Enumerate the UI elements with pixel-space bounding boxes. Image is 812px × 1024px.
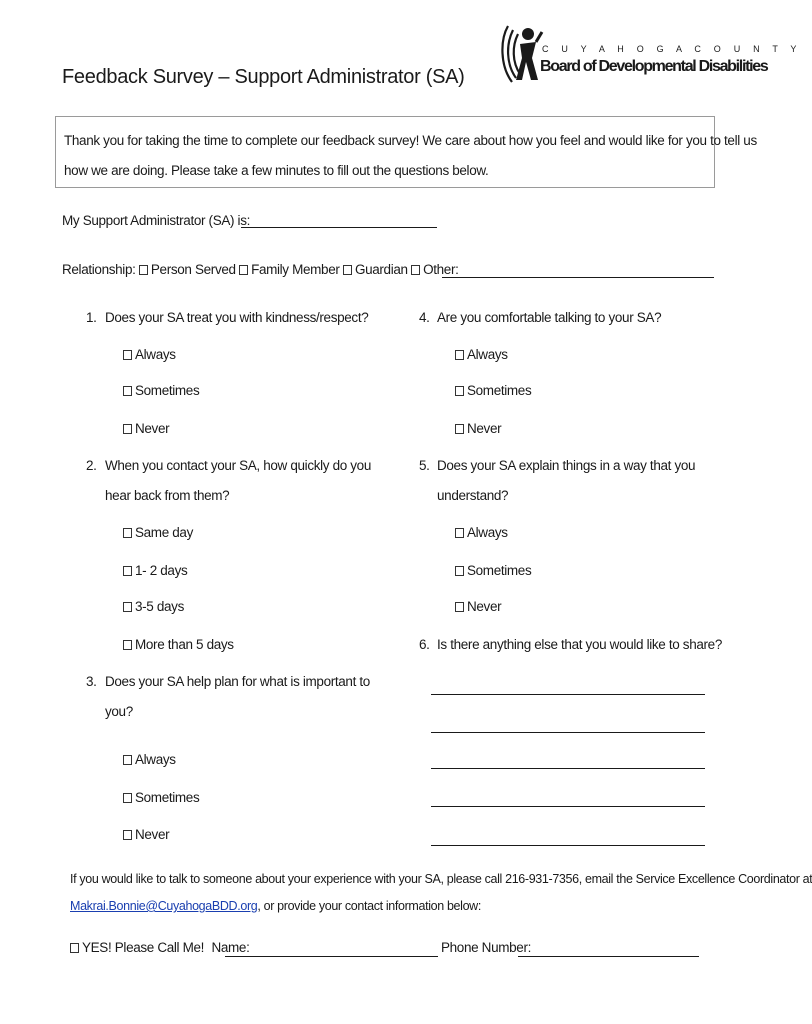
q3-option-never[interactable]: Never	[123, 827, 169, 842]
checkbox-other[interactable]	[411, 265, 420, 275]
contact-line-1: If you would like to talk to someone about your experience with your SA, please call 216-931-7356, email the Service Excellence Coordinator at	[70, 872, 812, 886]
name-input-line[interactable]	[225, 956, 438, 957]
checkbox-guardian[interactable]	[343, 265, 352, 275]
question-2-text: When you contact your SA, how quickly do you hear back from them?	[105, 458, 371, 503]
checkbox[interactable]	[123, 386, 132, 396]
q2-option-more-than-5-days[interactable]: More than 5 days	[123, 637, 234, 652]
checkbox[interactable]	[455, 528, 464, 538]
logo-county-text: C U Y A H O G A C O U N T Y	[542, 44, 802, 54]
q2-option-same-day[interactable]: Same day	[123, 525, 193, 540]
relationship-label: Relationship:	[62, 262, 136, 277]
checkbox[interactable]	[455, 566, 464, 576]
call-me-label: YES! Please Call Me!	[82, 940, 205, 955]
checkbox[interactable]	[455, 386, 464, 396]
option-family-member: Family Member	[251, 262, 340, 277]
question-number: 2.	[86, 458, 97, 473]
phone-input-line[interactable]	[518, 956, 699, 957]
checkbox[interactable]	[455, 424, 464, 434]
q6-answer-line-3[interactable]	[431, 768, 705, 769]
question-4-text: Are you comfortable talking to your SA?	[437, 310, 662, 325]
option-other: Other:	[423, 262, 459, 277]
q5-option-always[interactable]: Always	[455, 525, 508, 540]
option-person-served: Person Served	[150, 262, 236, 277]
sa-name-input-line[interactable]	[241, 227, 437, 228]
other-relationship-input-line[interactable]	[442, 277, 714, 278]
contact-info	[70, 866, 812, 920]
q4-option-never[interactable]: Never	[455, 421, 501, 436]
q5-option-never[interactable]: Never	[455, 599, 501, 614]
checkbox[interactable]	[123, 640, 132, 650]
contact-line-2: Makrai.Bonnie@CuyahogaBDD.org, or provide your contact information below:	[70, 899, 481, 913]
question-5-text: Does your SA explain things in a way that you understand?	[437, 458, 696, 503]
checkbox[interactable]	[123, 793, 132, 803]
q3-option-sometimes[interactable]: Sometimes	[123, 790, 199, 805]
q6-answer-line-4[interactable]	[431, 806, 705, 807]
checkbox-person-served[interactable]	[139, 265, 148, 275]
q3-option-always[interactable]: Always	[123, 752, 176, 767]
page-title: Feedback Survey – Support Administrator (SA)	[62, 66, 465, 88]
q2-option-1-2-days[interactable]: 1- 2 days	[123, 563, 187, 578]
checkbox[interactable]	[455, 350, 464, 360]
question-1-text: Does your SA treat you with kindness/respect?	[105, 310, 369, 325]
question-number: 5.	[419, 458, 430, 473]
checkbox[interactable]	[123, 566, 132, 576]
intro-line-2: how we are doing. Please take a few minutes to fill out the questions below.	[64, 163, 489, 178]
q6-answer-line-2[interactable]	[431, 732, 705, 733]
q6-answer-line-1[interactable]	[431, 694, 705, 695]
q4-option-sometimes[interactable]: Sometimes	[455, 383, 531, 398]
checkbox[interactable]	[123, 350, 132, 360]
checkbox[interactable]	[123, 528, 132, 538]
question-number: 6.	[419, 637, 430, 652]
logo-board-text: Board of Developmental Disabilities	[540, 58, 768, 75]
checkbox[interactable]	[123, 830, 132, 840]
sa-field-label: My Support Administrator (SA) is:	[62, 213, 251, 228]
checkbox[interactable]	[123, 424, 132, 434]
q1-option-sometimes[interactable]: Sometimes	[123, 383, 199, 398]
call-me-row	[70, 940, 249, 955]
checkbox[interactable]	[123, 755, 132, 765]
option-guardian: Guardian	[354, 262, 408, 277]
question-number: 1.	[86, 310, 97, 325]
q1-option-never[interactable]: Never	[123, 421, 169, 436]
intro-line-1: Thank you for taking the time to complete our feedback survey! We care about how you feel and would like for you to tell us	[64, 133, 757, 148]
question-3-text: Does your SA help plan for what is important to you?	[105, 674, 370, 719]
name-label: Name:	[211, 940, 250, 955]
q1-option-always[interactable]: Always	[123, 347, 176, 362]
coordinator-email-link[interactable]: Makrai.Bonnie@CuyahogaBDD.org	[70, 899, 258, 913]
intro-box	[55, 116, 757, 188]
agency-logo	[498, 22, 802, 96]
question-number: 3.	[86, 674, 97, 689]
question-number: 4.	[419, 310, 430, 325]
q5-option-sometimes[interactable]: Sometimes	[455, 563, 531, 578]
call-me-checkbox[interactable]	[70, 943, 79, 953]
q2-option-3-5-days[interactable]: 3-5 days	[123, 599, 184, 614]
relationship-row	[62, 262, 459, 277]
checkbox[interactable]	[123, 602, 132, 612]
checkbox-family-member[interactable]	[239, 265, 248, 275]
q6-answer-line-5[interactable]	[431, 845, 705, 846]
checkbox[interactable]	[455, 602, 464, 612]
sa-field-row	[62, 213, 250, 228]
phone-label: Phone Number:	[441, 940, 532, 955]
question-6-text: Is there anything else that you would like to share?	[437, 637, 722, 652]
q4-option-always[interactable]: Always	[455, 347, 508, 362]
